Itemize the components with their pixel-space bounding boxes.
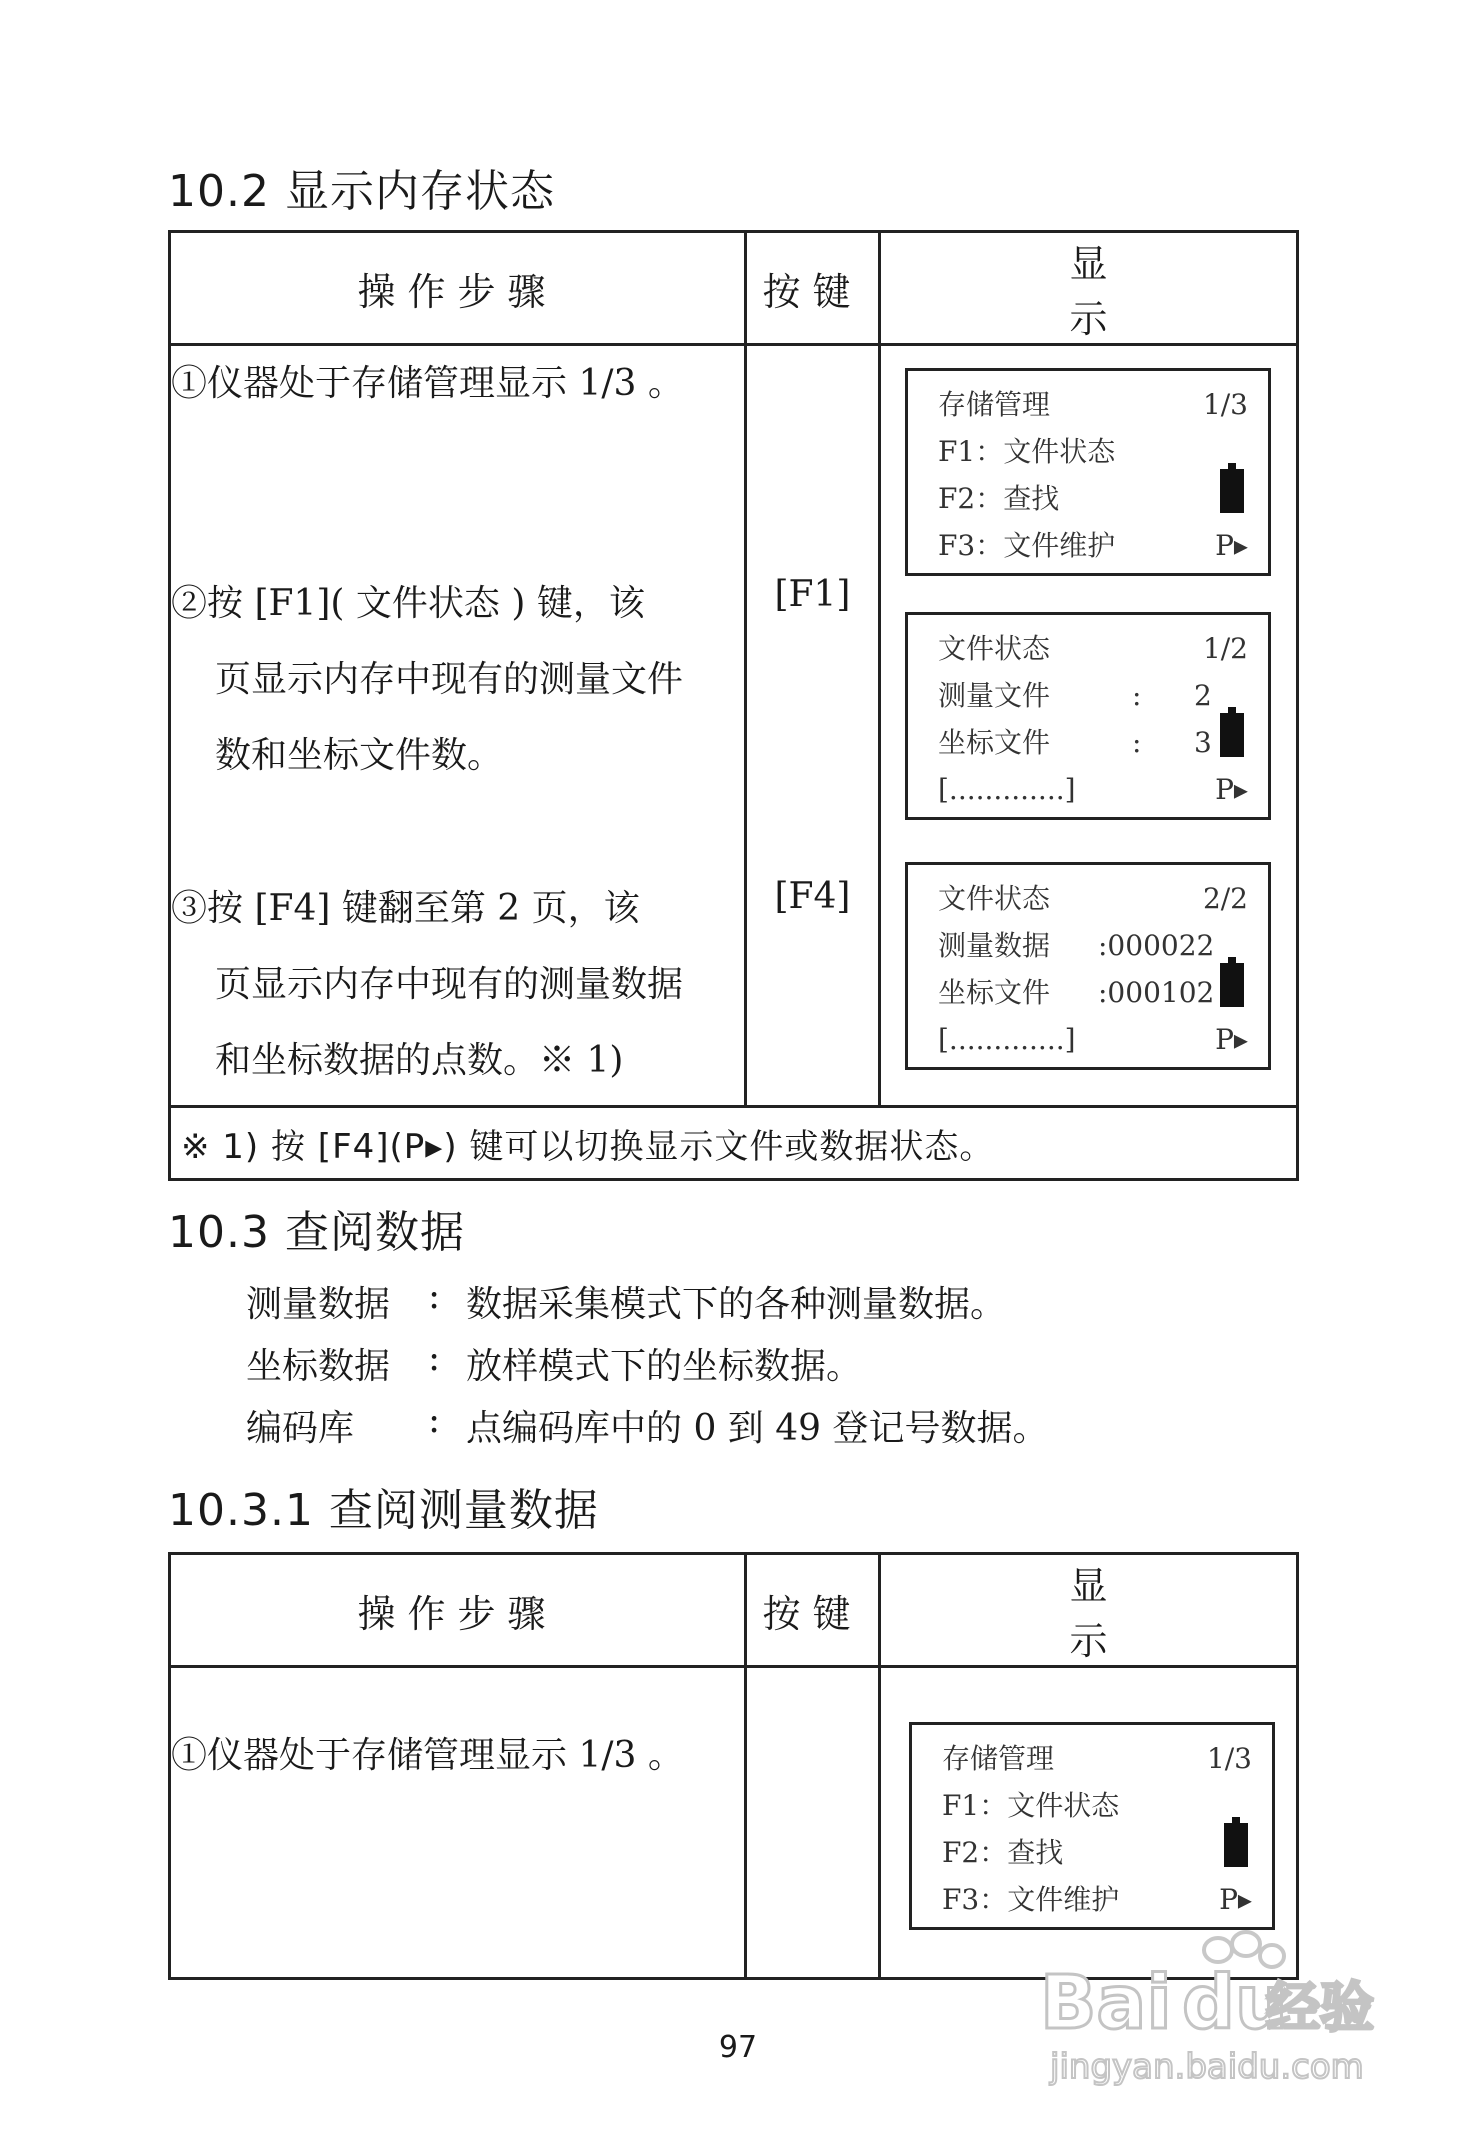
data-type-measure-label: 测量数据	[246, 1284, 391, 1325]
lcd-storage-manage: 存储管理 1/3 F1：文件状态 F2：查找 F3：文件维护 P▸	[905, 368, 1271, 576]
data-type-coord-desc: 放样模式下的坐标数据。	[466, 1346, 863, 1387]
footnote: ※ 1) 按 [F4](P▸) 键可以切换显示文件或数据状态。	[170, 1107, 1298, 1180]
page-arrow-icon: P▸	[1215, 773, 1248, 806]
battery-icon	[1220, 957, 1244, 1007]
view-measure-data-table	[168, 1552, 1299, 1980]
key-f1: [F1]	[774, 574, 851, 615]
step-1: ①仪器处于存储管理显示 1/3 。	[171, 1735, 684, 1776]
memory-status-table	[168, 230, 1299, 1181]
progress-bar: [.............]	[938, 773, 1076, 806]
watermark-cn: 经验	[1266, 1976, 1374, 2039]
data-type-coord-label: 坐标数据	[246, 1346, 391, 1387]
page-arrow-icon: P▸	[1219, 1883, 1252, 1916]
header-keys: 按键	[746, 232, 880, 345]
header-display: 显示	[880, 232, 1298, 345]
battery-icon	[1220, 463, 1244, 513]
page-arrow-icon: P▸	[1215, 1023, 1248, 1056]
steps-cell	[170, 1667, 746, 1979]
data-type-code-desc: 点编码库中的 0 到 49 登记号数据。	[466, 1408, 1049, 1449]
baidu-watermark	[1040, 1918, 1380, 2098]
step-1: ①仪器处于存储管理显示 1/3 。	[171, 363, 684, 404]
keys-cell	[746, 1667, 880, 1979]
colon: :	[428, 1276, 441, 1317]
data-type-measure-desc: 数据采集模式下的各种测量数据。	[466, 1284, 1007, 1325]
section-10-3-title: 10.3 查阅数据	[168, 1207, 465, 1258]
battery-icon	[1220, 707, 1244, 757]
watermark-brand: Bai	[1040, 1960, 1172, 2046]
lcd-file-status-1: 文件状态 1/2 测量文件 : 2 坐标文件 : 3 [.............] P▸	[905, 612, 1271, 820]
page-arrow-icon: P▸	[1215, 529, 1248, 562]
keys-cell	[746, 345, 880, 1107]
page-number: 97	[718, 2030, 758, 2065]
section-10-2-title: 10.2 显示内存状态	[168, 166, 555, 217]
watermark-url: jingyan.baidu.com	[1050, 2047, 1364, 2087]
colon: :	[428, 1338, 441, 1379]
step-3: ③按 [F4] 键翻至第 2 页，该 页显示内存中现有的测量数据 和坐标数据的点数。※ 1)	[171, 888, 684, 1081]
section-10-3-1-title: 10.3.1 查阅测量数据	[168, 1485, 599, 1536]
colon: :	[428, 1400, 441, 1441]
header-display: 显示	[880, 1554, 1298, 1667]
header-steps: 操作步骤	[170, 1554, 746, 1667]
lcd-file-status-2: 文件状态 2/2 测量数据 :000022 坐标文件 :000102 [.............] P▸	[905, 862, 1271, 1070]
step-2: ②按 [F1]( 文件状态 ) 键，该 页显示内存中现有的测量文件 数和坐标文件数。	[171, 583, 684, 776]
watermark-brand-du: du	[1182, 1960, 1288, 2046]
battery-icon	[1224, 1817, 1248, 1867]
header-keys: 按键	[746, 1554, 880, 1667]
header-steps: 操作步骤	[170, 232, 746, 345]
data-type-code-label: 编码库	[246, 1408, 355, 1449]
lcd-storage-manage: 存储管理 1/3 F1：文件状态 F2：查找 F3：文件维护 P▸	[909, 1722, 1275, 1930]
progress-bar: [.............]	[938, 1023, 1076, 1056]
key-f4: [F4]	[774, 876, 851, 917]
display-cell	[880, 345, 1298, 1107]
steps-cell	[170, 345, 746, 1107]
